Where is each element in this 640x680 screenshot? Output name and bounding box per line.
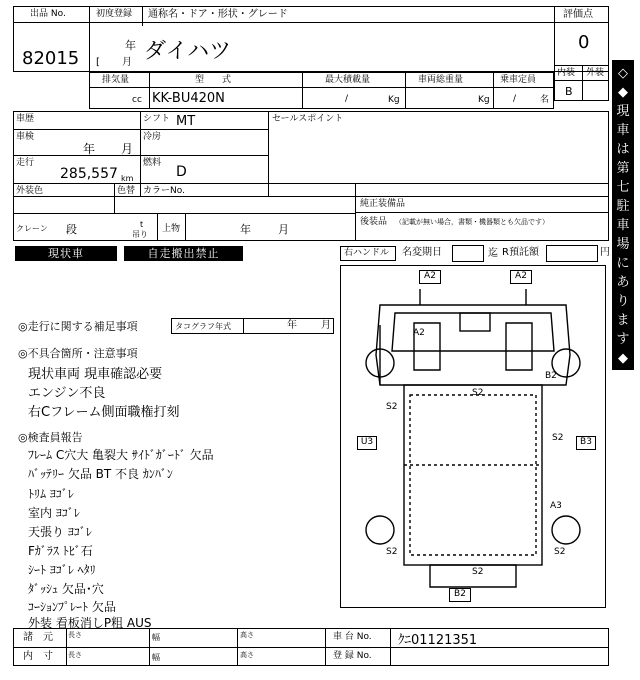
inspector-header: ◎検査員報告 <box>18 431 83 444</box>
naigai-label: 内 寸 <box>23 651 53 662</box>
model-code: KK-BU420N <box>152 91 225 106</box>
eval-label: 評価点 <box>563 9 593 20</box>
history-label: 車歴 <box>16 114 35 124</box>
r-deposit-field <box>546 245 598 262</box>
lot-label: 出品 No. <box>30 9 66 19</box>
first-reg-label: 初度登録 <box>96 9 133 19</box>
inspection-label: 車検 <box>16 132 35 142</box>
self-drive-ban-badge: 自走搬出禁止 <box>124 246 243 261</box>
defect-line: 右Cフレーム側面職権打刻 <box>28 405 180 420</box>
capacity-label: 乗車定員 <box>500 75 537 85</box>
report-line: 外装 看板消しP粗 AUS <box>28 616 152 630</box>
eval-score: 0 <box>578 32 590 53</box>
mileage-value: 285,557 <box>60 166 118 182</box>
model-label: 型 式 <box>195 75 232 85</box>
ext-color-label: 外装色 <box>16 186 44 196</box>
chassis-label: 車 台 No. <box>333 632 372 642</box>
tacho-label: タコグラフ年式 <box>175 322 231 331</box>
r-deposit-label: R預託額 <box>502 247 539 258</box>
mileage-label: 走行 <box>16 158 35 168</box>
damage-mark: S2 <box>472 388 484 398</box>
damage-mark: B3 <box>576 436 596 450</box>
truck-diagram <box>340 265 606 608</box>
displacement-label: 排気量 <box>102 75 130 85</box>
defect-line: エンジン不良 <box>28 386 106 401</box>
ac-label: 冷房 <box>143 132 162 142</box>
report-line: ｼｰﾄ ﾖｺﾞﾚ ﾍﾀﾘ <box>28 563 96 577</box>
first-reg-month: 月 <box>122 57 132 68</box>
color-no-label: カラーNo. <box>143 186 185 196</box>
damage-mark: A3 <box>550 501 562 511</box>
maker-name: ダイハツ <box>144 39 232 64</box>
interior-label: 内装 <box>557 68 576 78</box>
reg-no-label: 登 録 No. <box>333 651 372 661</box>
damage-mark: S2 <box>554 547 566 557</box>
sales-point-label: セールスポイント <box>272 114 344 124</box>
fuel-value: D <box>176 164 187 180</box>
lot-number: 82015 <box>22 48 80 69</box>
report-line: ｺｰｼｮﾝﾌﾟﾚｰﾄ 欠品 <box>28 600 116 614</box>
current-state-badge: 現状車 <box>15 246 117 261</box>
name-change-field <box>452 245 484 262</box>
damage-mark: S2 <box>472 567 484 577</box>
damage-mark: S2 <box>386 402 398 412</box>
report-line: ﾄﾘﾑ ﾖｺﾞﾚ <box>28 487 74 501</box>
joudo-label: 上物 <box>162 224 181 234</box>
name-change-label: 名変期日 <box>402 247 442 258</box>
report-line: ﾀﾞｯｼｭ 欠品･穴 <box>28 582 104 596</box>
report-line: 室内 ﾖｺﾞﾚ <box>28 506 80 520</box>
defect-header: ◎不具合箇所・注意事項 <box>18 347 138 360</box>
damage-mark: A2 <box>510 270 532 284</box>
retrofit-label: 後装品 <box>360 217 388 227</box>
report-line: 天張り ﾖｺﾞﾚ <box>28 525 92 539</box>
shoyuu-label: 諸 元 <box>23 632 53 643</box>
shift-label: シフト <box>143 114 171 124</box>
damage-mark: S2 <box>386 547 398 557</box>
first-reg-year: 年 <box>125 39 136 52</box>
damage-mark: S2 <box>552 433 564 443</box>
location-sidebar: ◇ ◆ 現 車 は 第 七 駐 車 場 に あ り ま す ◆ ◇ <box>612 60 634 370</box>
damage-mark: A2 <box>413 328 425 338</box>
interior-grade: B <box>565 85 573 98</box>
max-load-label: 最大積載量 <box>325 75 371 85</box>
chassis-no: ｸﾆ01121351 <box>398 633 478 648</box>
damage-mark: B2 <box>545 371 557 381</box>
crane-label: クレーン <box>16 224 48 233</box>
exterior-label: 外装 <box>586 68 605 78</box>
name-label: 通称名・ドア・形状・グレード <box>148 9 288 20</box>
shift-value: MT <box>176 114 196 129</box>
report-line: Fｶﾞﾗｽ ﾄﾋﾞ石 <box>28 544 93 558</box>
report-line: ﾊﾞｯﾃﾘｰ 欠品 BT 不良 ｶﾝﾊﾞﾝ <box>28 467 173 481</box>
damage-mark: U3 <box>357 436 377 450</box>
genuine-label: 純正装備品 <box>360 199 406 209</box>
gross-weight-label: 車両総重量 <box>418 75 464 85</box>
damage-mark: B2 <box>449 588 471 602</box>
supplement-header: ◎走行に関する補足事項 <box>18 320 138 333</box>
fuel-label: 燃料 <box>143 158 162 168</box>
defect-line: 現状車両 現車確認必要 <box>28 367 163 382</box>
damage-mark: A2 <box>419 270 441 284</box>
report-line: ﾌﾚｰﾑ C穴大 亀裂大 ｻｲﾄﾞｶﾞｰﾄﾞ 欠品 <box>28 448 214 462</box>
